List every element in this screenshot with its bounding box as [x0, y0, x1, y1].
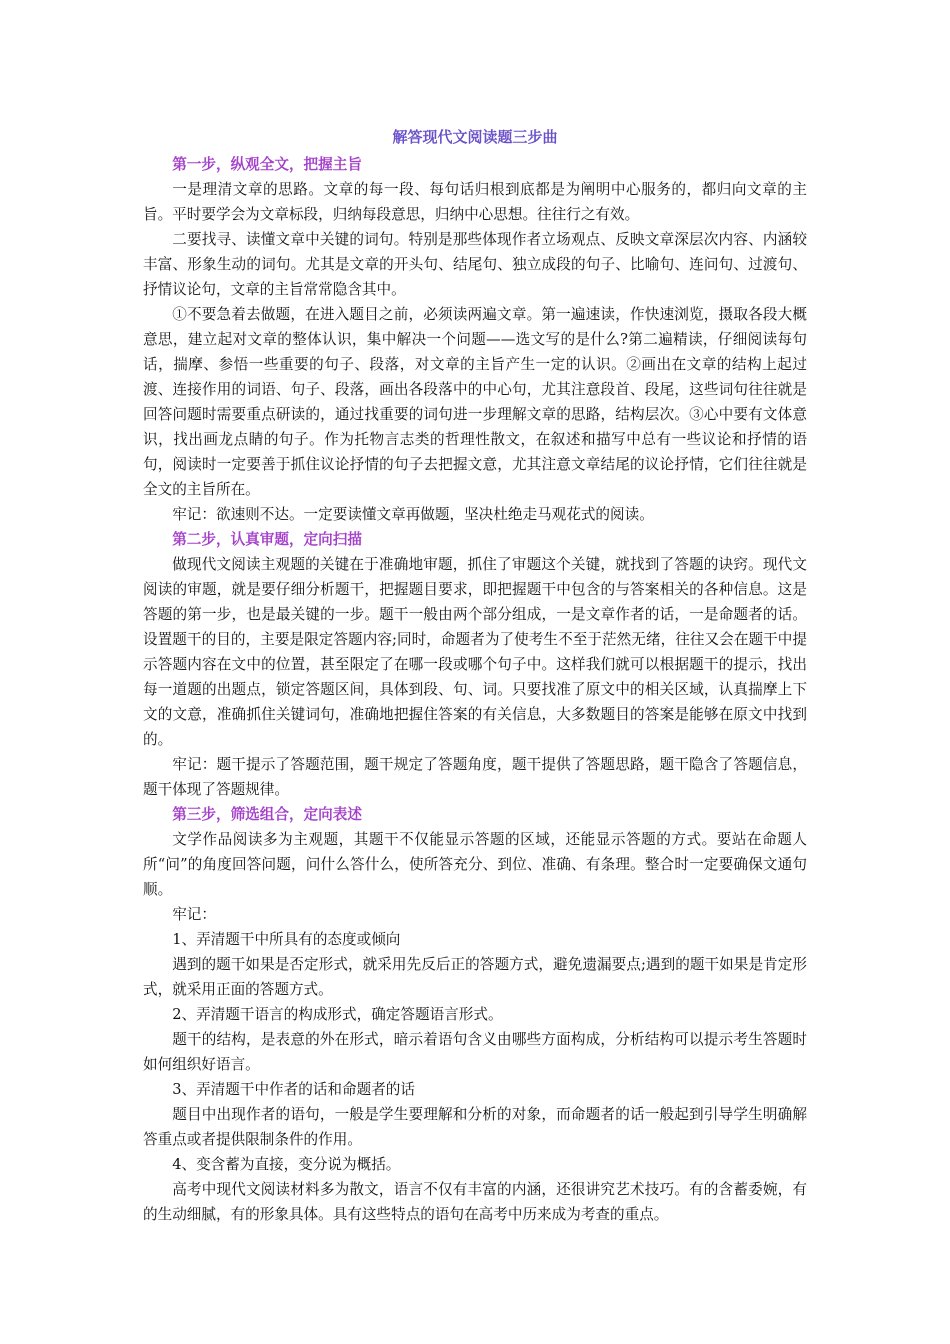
paragraph: 文学作品阅读多为主观题，其题干不仅能显示答题的区域，还能显示答题的方式。要站在命题人所“问”的角度回答问题，问什么答什么，使所答充分、到位、准确、有条理。整合时一定要确保文通句顺。 — [143, 831, 807, 898]
list-item-heading: 4、变含蓄为直接，变分说为概括。 — [172, 1156, 401, 1173]
paragraph: 二要找寻、读懂文章中关键的词句。特别是那些体现作者立场观点、反映文章深层次内容、内涵较丰富、形象生动的词句。尤其是文章的开头句、结尾句、独立成段的句子、比喻句、连问句、过渡句、抒情议论句，文章的主旨常常隐含其中。 — [143, 231, 807, 298]
paragraph: 题干的结构，是表意的外在形式，暗示着语句含义由哪些方面构成，分析结构可以提示考生答题时如何组织好语言。 — [143, 1031, 807, 1073]
step3-heading: 第三步，筛选组合，定向表述 — [172, 806, 362, 823]
paragraph: 高考中现代文阅读材料多为散文，语言不仅有丰富的内涵，还很讲究艺术技巧。有的含蓄委婉，有的生动细腻，有的形象具体。具有这些特点的语句在高考中历来成为考查的重点。 — [143, 1181, 807, 1223]
list-item-heading: 2、弄清题干语言的构成形式，确定答题语言形式。 — [172, 1006, 503, 1023]
document-title: 解答现代文阅读题三步曲 — [392, 128, 558, 146]
step1-heading: 第一步，纵观全文，把握主旨 — [172, 156, 362, 173]
list-item-heading: 3、弄清题干中作者的话和命题者的话 — [172, 1081, 415, 1098]
paragraph: 做现代文阅读主观题的关键在于准确地审题，抓住了审题这个关键，就找到了答题的诀窍。现代文阅读的审题，就是要仔细分析题干，把握题目要求，即把握题干中包含的与答案相关的各种信息。这是答题的第一步，也是最关键的一步。题干一般由两个部分组成，一是文章作者的话，一是命题者的话。设置题干的目的，主要是限定答题内容;同时，命题者为了使考生不至于茫然无绪，往往又会在题干中提示答题内容在文中的位置，甚至限定了在哪一段或哪个句子中。这样我们就可以根据题干的提示，找出每一道题的出题点，锁定答题区间，具体到段、句、词。只要找准了原文中的相关区域，认真揣摩上下文的文意，准确抓住关键词句，准确地把握住答案的有关信息，大多数题目的答案是能够在原文中找到的。 — [143, 556, 807, 748]
paragraph: 遇到的题干如果是否定形式，就采用先反后正的答题方式，避免遗漏要点;遇到的题干如果是肯定形式，就采用正面的答题方式。 — [143, 956, 807, 998]
paragraph: 牢记：题干提示了答题范围，题干规定了答题角度，题干提供了答题思路，题干隐含了答题信息，题干体现了答题规律。 — [143, 756, 807, 798]
list-item-heading: 1、弄清题干中所具有的态度或倾向 — [172, 931, 401, 948]
document-body — [143, 122, 807, 1227]
paragraph: 题目中出现作者的语句，一般是学生要理解和分析的对象，而命题者的话一般起到引导学生明确解答重点或者提供限制条件的作用。 — [143, 1106, 807, 1148]
paragraph: 牢记： — [172, 906, 216, 923]
paragraph: 一是理清文章的思路。文章的每一段、每句话归根到底都是为阐明中心服务的，都归向文章的主旨。平时要学会为文章标段，归纳每段意思，归纳中心思想。往往行之有效。 — [143, 181, 807, 223]
paragraph: ①不要急着去做题，在进入题目之前，必须读两遍文章。第一遍速读，作快速浏览，摄取各段大概意思，建立起对文章的整体认识，集中解决一个问题——选文写的是什么?第二遍精读，仔细阅读每句话，揣摩、参悟一些重要的句子、段落，对文章的主旨产生一定的认识。②画出在文章的结构上起过渡、连接作用的词语、句子、段落，画出各段落中的中心句，尤其注意段首、段尾，这些词句往往就是回答问题时需要重点研读的，通过找重要的词句进一步理解文章的思路，结构层次。③心中要有文体意识，找出画龙点睛的句子。作为托物言志类的哲理性散文，在叙述和描写中总有一些议论和抒情的语句，阅读时一定要善于抓住议论抒情的句子去把握文意，尤其注意文章结尾的议论抒情，它们往往就是全文的主旨所在。 — [143, 306, 807, 498]
paragraph: 牢记：欲速则不达。一定要读懂文章再做题，坚决杜绝走马观花式的阅读。 — [172, 506, 654, 523]
step2-heading: 第二步，认真审题，定向扫描 — [172, 531, 362, 548]
